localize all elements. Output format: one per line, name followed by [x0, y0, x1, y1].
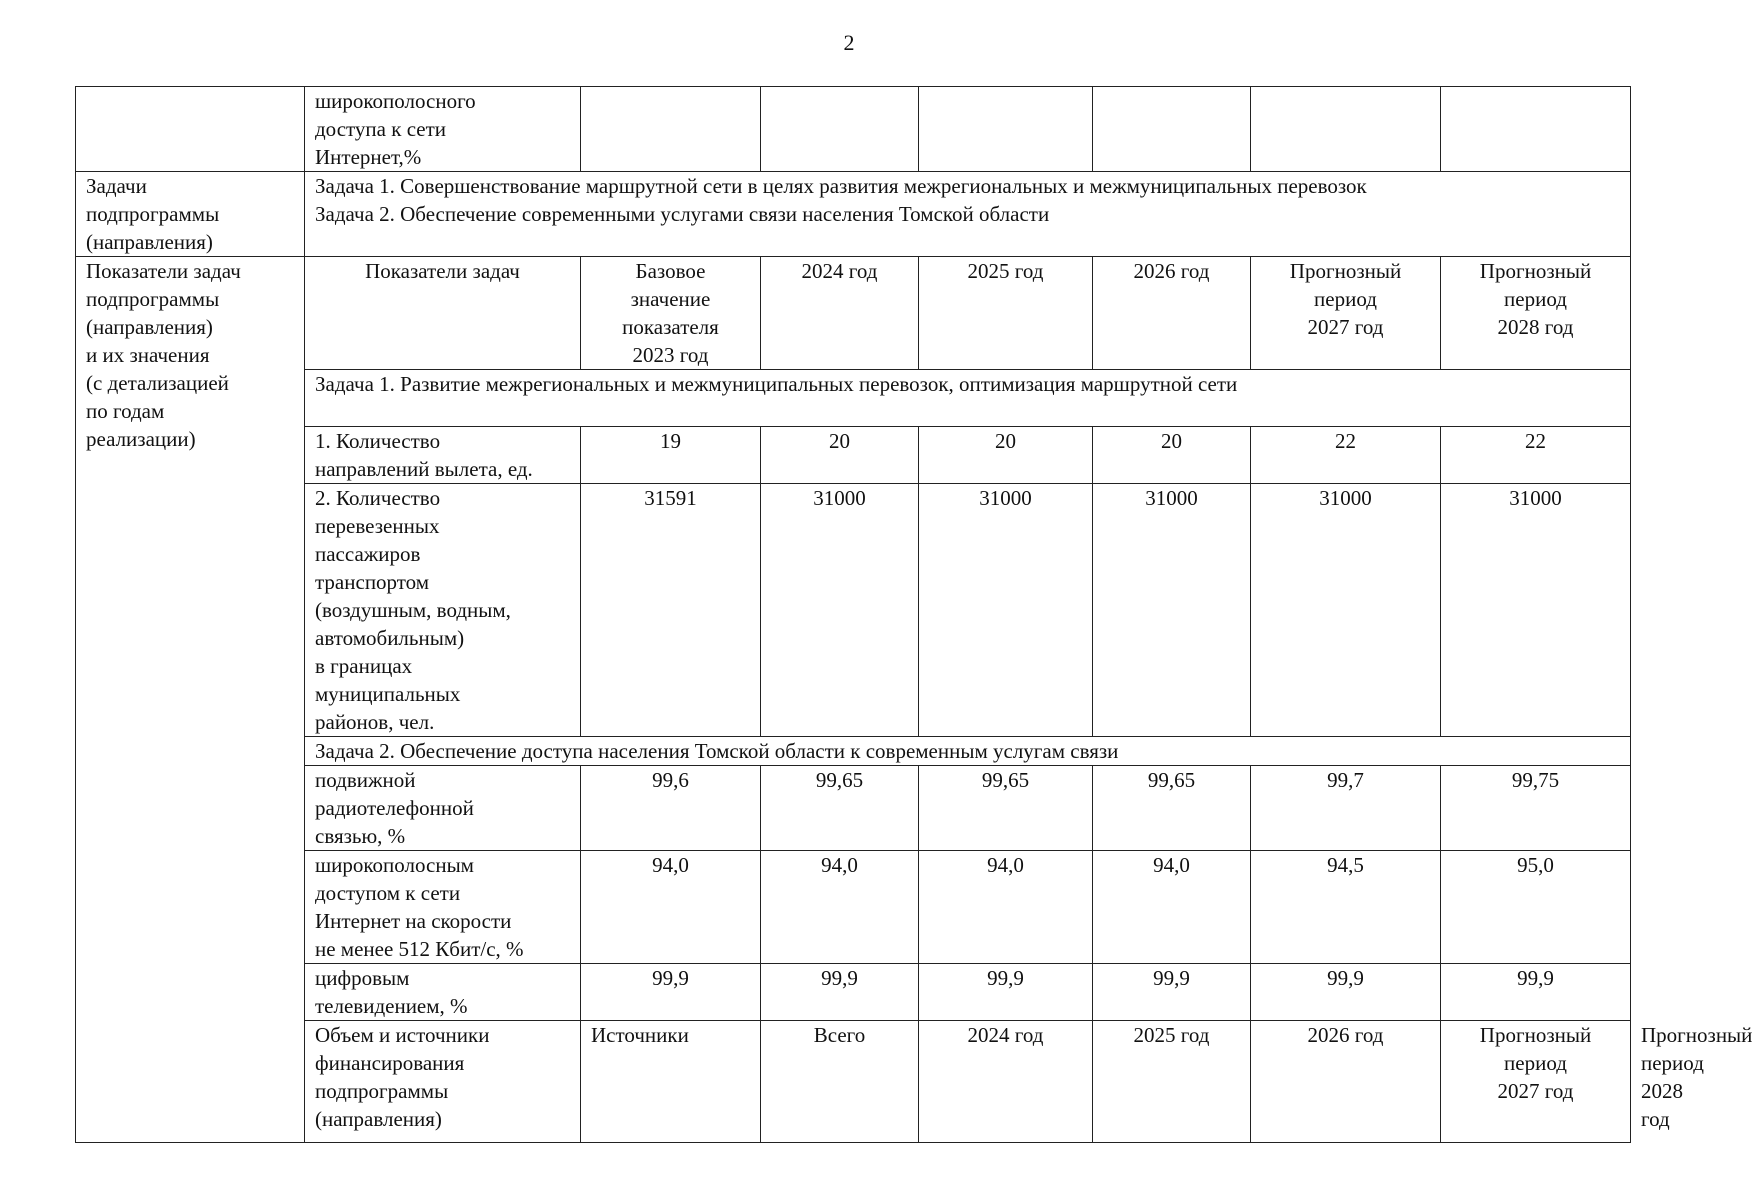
value-cell: 99,9 — [1441, 964, 1631, 1021]
tasks-label: Задачи подпрограммы (направления) — [76, 172, 305, 257]
value-cell: 94,5 — [1251, 851, 1441, 964]
value-cell: 31000 — [761, 484, 919, 737]
header-cell: Источники — [581, 1021, 761, 1143]
value-cell: 99,7 — [1251, 766, 1441, 851]
value-cell: 31000 — [919, 484, 1093, 737]
value-cell: 99,9 — [919, 964, 1093, 1021]
empty-label-cell — [76, 87, 305, 172]
value-cell: 95,0 — [1441, 851, 1631, 964]
indicator-name-cell: цифровым телевидением, % — [305, 964, 581, 1021]
value-cell: 99,65 — [761, 766, 919, 851]
indicator-name-cell: подвижной радиотелефонной связью, % — [305, 766, 581, 851]
table-row — [76, 484, 1631, 737]
value-cell: 99,9 — [761, 964, 919, 1021]
indicator-name-cell: 1. Количество направлений вылета, ед. — [305, 427, 581, 484]
value-cell: 20 — [761, 427, 919, 484]
header-cell: Всего — [761, 1021, 919, 1143]
value-cell: 94,0 — [761, 851, 919, 964]
value-cell: 99,9 — [1251, 964, 1441, 1021]
task-item: Задача 1. Совершенствование маршрутной сети в целях развития межрегиональных и межмуниципальных перевозок — [315, 174, 1367, 198]
indicator-name-cell: широкополосным доступом к сети Интернет на скорости не менее 512 Кбит/с, % — [305, 851, 581, 964]
value-cell: 20 — [919, 427, 1093, 484]
header-cell: 2024 год — [919, 1021, 1093, 1143]
value-cell: 31000 — [1093, 484, 1251, 737]
header-cell: 2024 год — [761, 257, 919, 370]
task2-title: Задача 2. Обеспечение доступа населения Томской области к современным услугам связи — [305, 737, 1631, 766]
value-cell: 94,0 — [581, 851, 761, 964]
indicator-name-cell: 2. Количество перевезенных пассажиров транспортом (воздушным, водным, автомобильным) в границах муниципальных районов, чел. — [305, 484, 581, 737]
table-row — [76, 427, 1631, 484]
value-cell: 22 — [1441, 427, 1631, 484]
tasks-row — [76, 172, 1631, 257]
table-row — [76, 851, 1631, 964]
header-cell: 2025 год — [1093, 1021, 1251, 1143]
value-cell: 99,75 — [1441, 766, 1631, 851]
value-cell: 19 — [581, 427, 761, 484]
tasks-content — [305, 172, 1631, 257]
value-cell: 94,0 — [1093, 851, 1251, 964]
page-number: 2 — [843, 30, 855, 55]
financing-row: Объем и источники финансирования подпрограммы (направления) Источники Всего 2024 год 2025 год 2026 год Прогнозный период 2027 год Прогнозный период 2028 год — [76, 1021, 1631, 1143]
financing-label: Объем и источники финансирования подпрограммы (направления) — [305, 1021, 581, 1143]
value-cell: 31591 — [581, 484, 761, 737]
table-row — [76, 964, 1631, 1021]
value-cell: 94,0 — [919, 851, 1093, 964]
value-cell: 99,6 — [581, 766, 761, 851]
header-cell: Базовое значение показателя 2023 год — [581, 257, 761, 370]
value-cell: 99,9 — [581, 964, 761, 1021]
task2-title-row — [76, 737, 1631, 766]
value-cell: 99,9 — [1093, 964, 1251, 1021]
task-item: Задача 2. Обеспечение современными услугами связи населения Томской области — [315, 202, 1050, 226]
header-cell: Прогнозный период 2027 год — [1441, 1021, 1631, 1143]
header-cell: Прогнозный период 2028 год — [1441, 257, 1631, 370]
header-cell: 2026 год — [1251, 1021, 1441, 1143]
table-row — [76, 766, 1631, 851]
value-cell: 20 — [1093, 427, 1251, 484]
value-cell: 31000 — [1441, 484, 1631, 737]
header-cell: 2025 год — [919, 257, 1093, 370]
value-cell: 99,65 — [919, 766, 1093, 851]
indicators-label: Показатели задач подпрограммы (направления) и их значения (с детализацией по годам реализации) — [76, 257, 305, 1143]
table-row — [76, 87, 1631, 172]
task1-title-row — [76, 370, 1631, 427]
value-cell: 22 — [1251, 427, 1441, 484]
subprogram-passport-table — [75, 86, 1752, 1143]
header-cell: 2026 год — [1093, 257, 1251, 370]
value-cell: 99,65 — [1093, 766, 1251, 851]
task1-title: Задача 1. Развитие межрегиональных и межмуниципальных перевозок, оптимизация маршрутной сети — [305, 370, 1631, 427]
indicators-header-row — [76, 257, 1631, 370]
header-cell: Прогнозный период 2027 год — [1251, 257, 1441, 370]
indicator-name-cell: широкополосного доступа к сети Интернет,% — [305, 87, 581, 172]
header-cell: Показатели задач — [305, 257, 581, 370]
value-cell: 31000 — [1251, 484, 1441, 737]
